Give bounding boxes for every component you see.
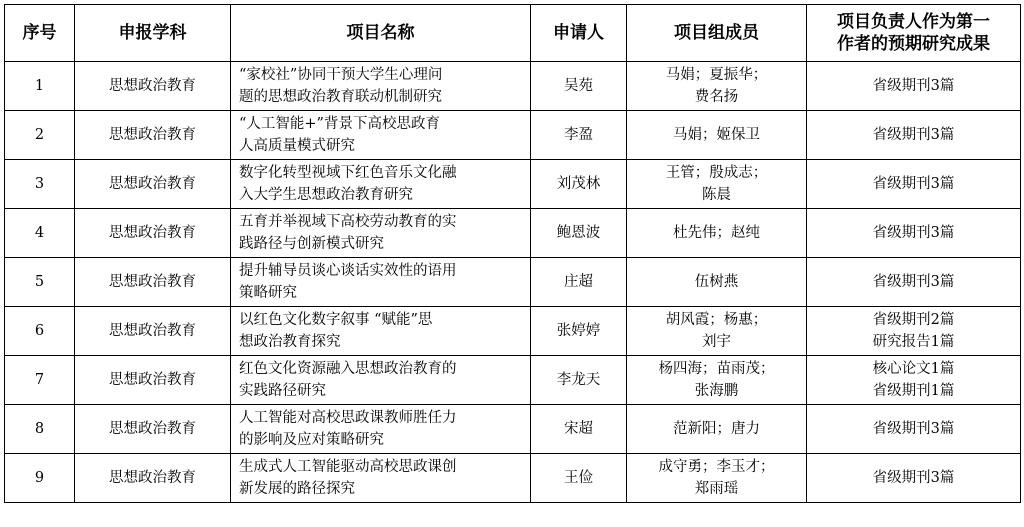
cell-subject: 思想政治教育	[75, 62, 231, 111]
cell-title-line: 生成式人工智能驱动高校思政课创	[239, 459, 457, 475]
cell-members	[627, 258, 807, 307]
cell-subject: 思想政治教育	[75, 160, 231, 209]
cell-members	[627, 356, 807, 405]
cell-members-line: 范新阳；唐力	[673, 421, 760, 437]
cell-no: 1	[5, 62, 75, 111]
cell-title	[231, 454, 531, 503]
cell-title	[231, 62, 531, 111]
cell-subject: 思想政治教育	[75, 209, 231, 258]
cell-applicant: 李盈	[531, 111, 627, 160]
cell-members-line: 胡风霞；杨惠；	[665, 312, 768, 328]
cell-title	[231, 111, 531, 160]
cell-results	[807, 307, 1021, 356]
cell-results	[807, 454, 1021, 503]
cell-results-line: 省级期刊3篇	[872, 78, 955, 94]
table-row	[5, 160, 1021, 209]
cell-applicant: 庄超	[531, 258, 627, 307]
cell-results-line: 省级期刊3篇	[872, 127, 955, 143]
cell-results-line: 省级期刊3篇	[872, 225, 955, 241]
cell-title-line: 想政治教育探究	[239, 334, 341, 350]
cell-applicant: 刘茂林	[531, 160, 627, 209]
cell-members-line: 张海鹏	[694, 383, 739, 399]
cell-title-line: 数字化转型视域下红色音乐文化融	[239, 165, 457, 181]
cell-title-line: 提升辅导员谈心谈话实效性的语用	[239, 263, 457, 279]
cell-members-line: 杨四海；苗雨茂；	[658, 361, 775, 377]
cell-title	[231, 160, 531, 209]
cell-no: 5	[5, 258, 75, 307]
cell-members-line: 伍树燕	[694, 274, 739, 290]
cell-title-line: 以红色文化数字叙事 “赋能”思	[239, 312, 433, 328]
cell-members	[627, 111, 807, 160]
cell-title-line: 新发展的路径探究	[239, 481, 355, 497]
cell-title-line: 人工智能对高校思政课教师胜任力	[239, 410, 457, 426]
cell-subject: 思想政治教育	[75, 356, 231, 405]
header-applicant: 申请人	[531, 5, 627, 62]
cell-subject: 思想政治教育	[75, 454, 231, 503]
cell-title-line: “家校社”协同干预大学生心理问	[239, 67, 443, 83]
cell-applicant: 张婷婷	[531, 307, 627, 356]
cell-results	[807, 258, 1021, 307]
cell-members	[627, 405, 807, 454]
cell-results	[807, 62, 1021, 111]
cell-members-line: 陈晨	[702, 187, 731, 203]
cell-subject: 思想政治教育	[75, 405, 231, 454]
cell-results-line: 核心论文1篇	[872, 361, 955, 377]
table-row	[5, 111, 1021, 160]
cell-title-line: 策略研究	[239, 285, 297, 301]
cell-no: 9	[5, 454, 75, 503]
cell-members-line: 郑雨瑶	[694, 481, 739, 497]
cell-members	[627, 307, 807, 356]
cell-title-line: 红色文化资源融入思想政治教育的	[239, 361, 457, 377]
table-row	[5, 405, 1021, 454]
cell-title-line: 的影响及应对策略研究	[239, 432, 384, 448]
cell-applicant: 鲍恩波	[531, 209, 627, 258]
cell-results-line: 省级期刊3篇	[872, 470, 955, 486]
project-table	[4, 4, 1021, 503]
table-body	[5, 62, 1021, 503]
cell-members-line: 成守勇；李玉才；	[658, 459, 775, 475]
cell-no: 7	[5, 356, 75, 405]
header-members: 项目组成员	[627, 5, 807, 62]
cell-members-line: 费名扬	[694, 89, 739, 105]
cell-subject: 思想政治教育	[75, 111, 231, 160]
cell-members-line: 王管；殷成志；	[665, 165, 768, 181]
cell-results-line: 省级期刊3篇	[872, 274, 955, 290]
header-row	[5, 5, 1021, 62]
table-row	[5, 307, 1021, 356]
cell-members	[627, 160, 807, 209]
cell-title-line: 实践路径研究	[239, 383, 326, 399]
cell-results	[807, 356, 1021, 405]
cell-title	[231, 405, 531, 454]
cell-results-line: 省级期刊3篇	[872, 176, 955, 192]
header-results-line: 项目负责人作为第一	[837, 12, 990, 32]
cell-results-line: 省级期刊2篇	[872, 312, 955, 328]
header-results	[807, 5, 1021, 62]
cell-members-line: 马娟；夏振华；	[665, 67, 768, 83]
cell-results-line: 研究报告1篇	[872, 334, 955, 350]
table-row	[5, 356, 1021, 405]
cell-applicant: 宋超	[531, 405, 627, 454]
cell-no: 4	[5, 209, 75, 258]
cell-results	[807, 111, 1021, 160]
header-title: 项目名称	[231, 5, 531, 62]
cell-members-line: 杜先伟；赵纯	[673, 225, 760, 241]
cell-members	[627, 209, 807, 258]
cell-no: 3	[5, 160, 75, 209]
cell-title-line: “人工智能+”背景下高校思政育	[239, 116, 440, 132]
cell-results-line: 省级期刊3篇	[872, 421, 955, 437]
cell-title	[231, 258, 531, 307]
cell-members-line: 马娟；姬保卫	[673, 127, 760, 143]
cell-applicant: 王俭	[531, 454, 627, 503]
cell-subject: 思想政治教育	[75, 258, 231, 307]
table-row	[5, 62, 1021, 111]
cell-title	[231, 209, 531, 258]
cell-members-line: 刘宇	[702, 334, 731, 350]
cell-no: 2	[5, 111, 75, 160]
header-subject: 申报学科	[75, 5, 231, 62]
cell-no: 8	[5, 405, 75, 454]
cell-title-line: 五育并举视域下高校劳动教育的实	[239, 214, 457, 230]
cell-title-line: 题的思想政治教育联动机制研究	[239, 89, 442, 105]
cell-no: 6	[5, 307, 75, 356]
cell-members	[627, 454, 807, 503]
cell-applicant: 李龙天	[531, 356, 627, 405]
cell-subject: 思想政治教育	[75, 307, 231, 356]
cell-title	[231, 356, 531, 405]
cell-members	[627, 62, 807, 111]
table-row	[5, 209, 1021, 258]
cell-title-line: 践路径与创新模式研究	[239, 236, 384, 252]
cell-title-line: 入大学生思想政治教育研究	[239, 187, 413, 203]
table-row	[5, 258, 1021, 307]
cell-title	[231, 307, 531, 356]
cell-title-line: 人高质量模式研究	[239, 138, 355, 154]
header-no: 序号	[5, 5, 75, 62]
cell-results	[807, 209, 1021, 258]
cell-results-line: 省级期刊1篇	[872, 383, 955, 399]
cell-results	[807, 160, 1021, 209]
header-results-line: 作者的预期研究成果	[837, 34, 990, 54]
table-row	[5, 454, 1021, 503]
cell-results	[807, 405, 1021, 454]
cell-applicant: 吴苑	[531, 62, 627, 111]
